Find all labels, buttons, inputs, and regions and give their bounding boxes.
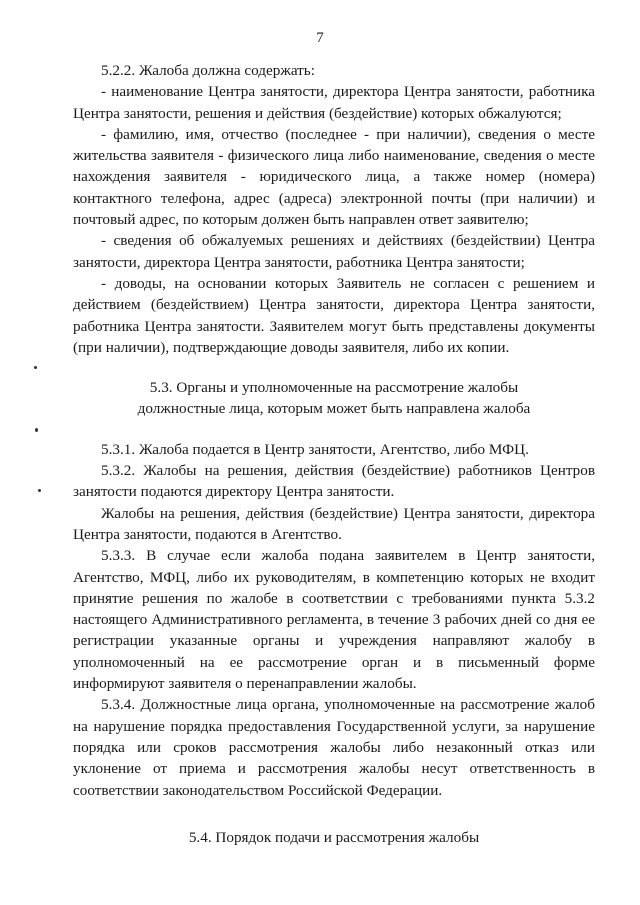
page-number: 7 (316, 30, 324, 46)
scan-speck (34, 366, 37, 369)
paragraph-5-3-2: 5.3.2. Жалобы на решения, действия (бездействие) работников Центров занятости подаются директору Центра занятости. (73, 462, 595, 501)
list-item-applicant-details: - фамилию, имя, отчество (последнее - при наличии), сведения о месте жительства заявителя - физического лица либо наименование, сведения о месте нахождения заявителя - юридического лица, а также номер (номера) контактного телефона, адрес (адреса) электронной почты (при наличии) и почтовый адрес, по которым должен быть направлен ответ заявителю; (73, 125, 595, 229)
paragraph-5-3-2-agency: Жалобы на решения, действия (бездействие) Центра занятости, директора Центра занятости, подаются в Агентство. (73, 504, 595, 543)
paragraph-5-3-1: 5.3.1. Жалоба подается в Центр занятости, Агентство, либо МФЦ. (101, 440, 529, 458)
paragraph-5-3-4: 5.3.4. Должностные лица органа, уполномоченные на рассмотрение жалоб на нарушение порядка предоставления Государственной услуги, за нарушение порядка или сроков рассмотрения жалобы либо незаконный отказ или уклонение от приема и рассмотрения жалобы несут ответственность в соответствии законодательством Российской Федерации. (73, 696, 595, 799)
scan-speck (35, 428, 38, 432)
document-body (73, 60, 595, 848)
paragraph-5-2-2: 5.2.2. Жалоба должна содержать: (101, 62, 315, 79)
list-item-name: - наименование Центра занятости, директора Центра занятости, работника Центра занятости, решения и действия (бездействие) которых обжалуются; (73, 83, 595, 122)
section-heading-5-4: 5.4. Порядок подачи и рассмотрения жалобы (188, 828, 480, 846)
list-item-arguments: - доводы, на основании которых Заявитель не согласен с решением и действием (бездействием) Центра занятости, директора Центра занятости, работника Центра занятости. Заявителем могут быть представлены документы (при наличии), подтверждающие доводы заявителя, либо их копии. (73, 274, 595, 356)
section-heading-5-3-line2: должностные лица, которым может быть направлена жалоба (137, 400, 531, 418)
section-heading-5-3-line1: 5.3. Органы и уполномоченные на рассмотрение жалобы (149, 379, 519, 397)
scan-speck (38, 489, 41, 492)
paragraph-5-3-3: 5.3.3. В случае если жалоба подана заявителем в Центр занятости, Агентство, МФЦ, либо их руководителям, в компетенцию которых не входит принятие решения по жалобе в соответствии с требованиями пункта 5.3.2 настоящего Административного регламента, в течение 3 рабочих дней со дня ее регистрации указанные органы и учреждения направляют жалобу в уполномоченный на ее рассмотрение орган и в письменный форме информируют заявителя о перенаправлении жалобы. (73, 547, 595, 693)
list-item-appealed-decisions: - сведения об обжалуемых решениях и действиях (бездействии) Центра занятости, директора Центра занятости, работника Центра занятости; (73, 232, 595, 271)
